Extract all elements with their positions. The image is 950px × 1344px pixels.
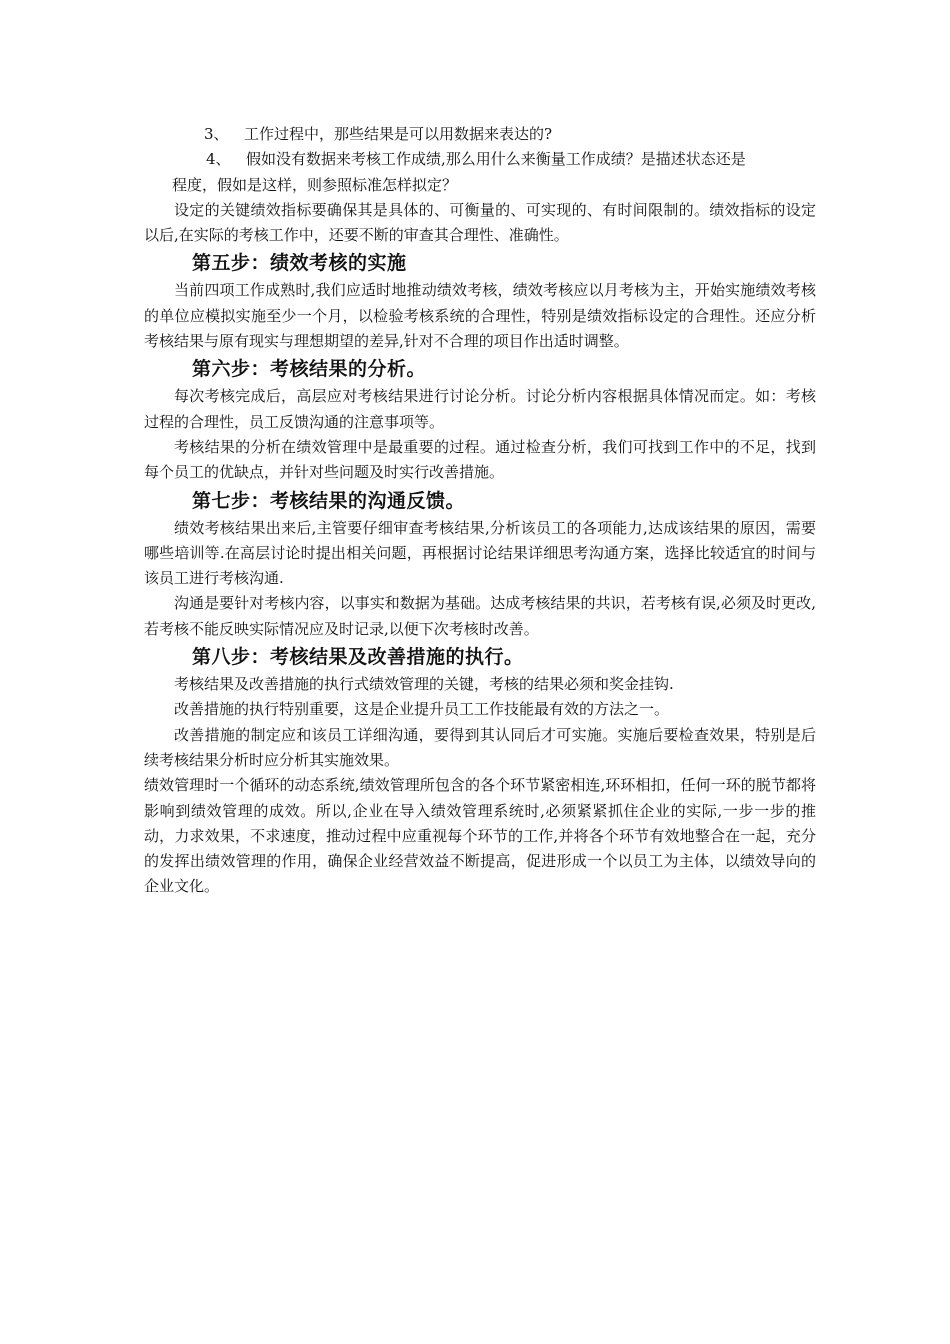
step6-paragraph-2: 考核结果的分析在绩效管理中是最重要的过程。通过检查分析，我们可找到工作中的不足，找到每个员工的优缺点，并针对些问题及时实行改善措施。 bbox=[144, 437, 816, 482]
list-number: 3、 bbox=[204, 125, 229, 143]
conclusion-paragraph: 绩效管理时一个循环的动态系统,绩效管理所包含的各个环节紧密相连,环环相扣，任何一环的脱节都将影响到绩效管理的成效。所以,企业在导入绩效管理系统时,必须紧紧抓住企业的实际,一步一步的推动，力求效果，不求速度，推动过程中应重视每个环节的工作,并将各个环节有效地整合在一起，充分的发挥出绩效管理的作用，确保企业经营效益不断提高，促进形成一个以员工为主体，以绩效导向的企业文化。 bbox=[144, 776, 816, 896]
document-body bbox=[144, 122, 816, 900]
list-item-4 bbox=[144, 147, 816, 172]
step7-paragraph-2: 沟通是要针对考核内容，以事实和数据为基础。达成考核结果的共识，若考核有误,必须及时更改,若考核不能反映实际情况应及时记录,以便下次考核时改善。 bbox=[144, 594, 816, 638]
list-item-4-continuation: 程度，假如是这样，则参照标准怎样拟定？ bbox=[172, 175, 458, 194]
step8-paragraph-3: 改善措施的制定应和该员工详细沟通，要得到其认同后才可实施。实施后要检查效果，特别是后续考核结果分析时应分析其实施效果。 bbox=[144, 725, 816, 769]
intro-paragraph: 设定的关键绩效指标要确保其是具体的、可衡量的、可实现的、有时间限制的。绩效指标的设定以后,在实际的考核工作中，还要不断的审查其合理性、准确性。 bbox=[144, 200, 816, 245]
list-text: 假如没有数据来考核工作成绩,那么用什么来衡量工作成绩？是描述状态还是 bbox=[246, 150, 746, 169]
step8-paragraph-1: 考核结果及改善措施的执行式绩效管理的关键，考核的结果必须和奖金挂钩. bbox=[174, 675, 674, 694]
step5-paragraph-1: 当前四项工作成熟时,我们应适时地推动绩效考核，绩效考核应以月考核为主，开始实施绩效考核的单位应模拟实施至少一个月，以检验考核系统的合理性，特别是绩效指标设定的合理性。还应分析考核结果与原有现实与理想期望的差异,针对不合理的项目作出适时调整。 bbox=[144, 281, 816, 351]
step7-heading: 第七步：考核结果的沟通反馈。 bbox=[192, 489, 466, 512]
step8-paragraph-2: 改善措施的执行特别重要，这是企业提升员工工作技能最有效的方法之一。 bbox=[174, 700, 670, 719]
step6-heading: 第六步：考核结果的分析。 bbox=[192, 358, 427, 381]
list-text: 工作过程中，那些结果是可以用数据来表达的? bbox=[244, 125, 553, 143]
step6-paragraph-1: 每次考核完成后，高层应对考核结果进行讨论分析。讨论分析内容根据具体情况而定。如：考核过程的合理性，员工反馈沟通的注意事项等。 bbox=[144, 387, 816, 431]
list-item-3 bbox=[144, 122, 816, 147]
step5-heading: 第五步：绩效考核的实施 bbox=[192, 252, 407, 275]
step7-paragraph-1: 绩效考核结果出来后,主管要仔细审查考核结果,分析该员工的各项能力,达成该结果的原因，需要哪些培训等.在高层讨论时提出相关问题，再根据讨论结果详细思考沟通方案，选择比较适宜的时间与该员工进行考核沟通. bbox=[144, 518, 816, 588]
step8-heading: 第八步：考核结果及改善措施的执行。 bbox=[192, 646, 524, 669]
list-number: 4、 bbox=[206, 150, 231, 169]
